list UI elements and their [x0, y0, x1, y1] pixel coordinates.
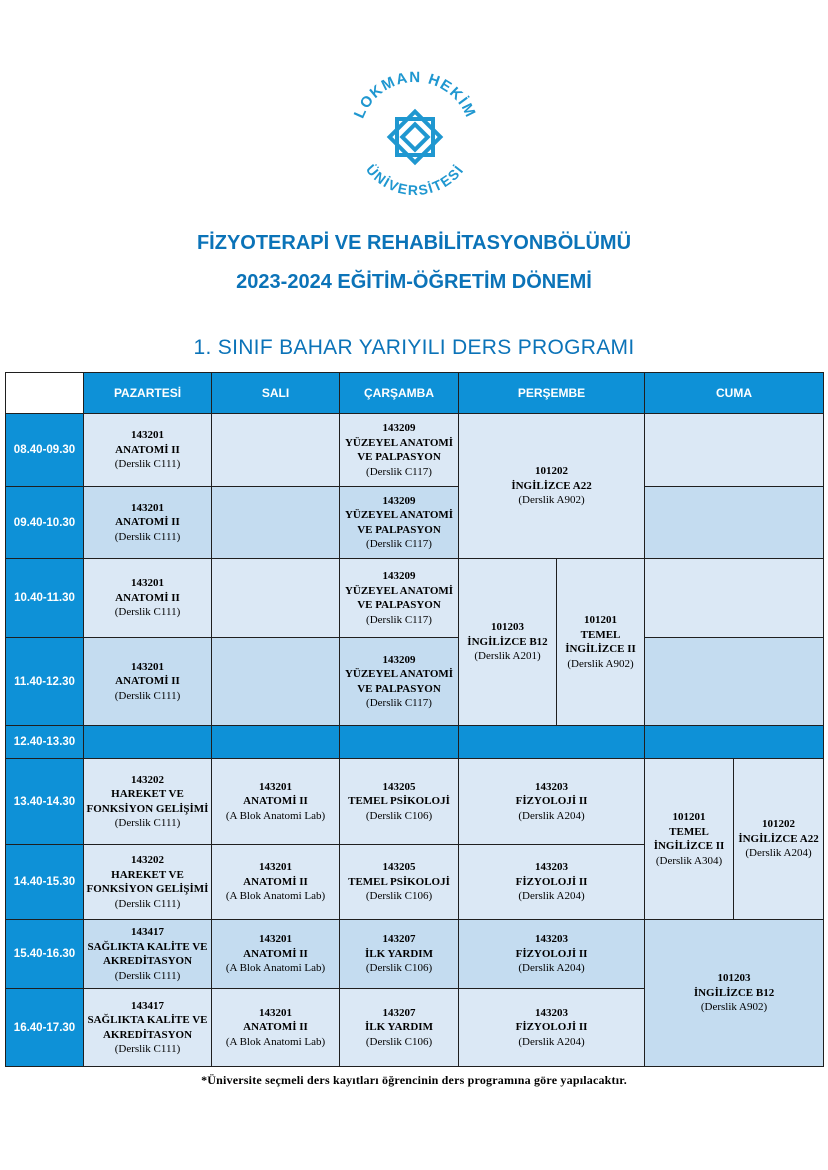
day-header-tuesday: SALI [212, 373, 340, 414]
lunch-cell [84, 726, 212, 759]
course-cell: 101202 İNGİLİZCE A22 (Derslik A902) [459, 414, 645, 559]
course-cell: 101202 İNGİLİZCE A22 (Derslik A204) [734, 759, 824, 920]
empty-cell [645, 414, 824, 487]
course-cell: 143209 YÜZEYEL ANATOMİ VE PALPASYON (Derslik C117) [340, 414, 459, 487]
academic-year-title: 2023-2024 EĞİTİM-ÖĞRETİM DÖNEMİ [236, 271, 592, 293]
footnote: *Üniversite seçmeli ders kayıtları öğrencinin ders programına göre yapılacaktır. [201, 1073, 627, 1087]
university-logo [340, 62, 490, 212]
course-cell: 143201 ANATOMİ II (Derslik C111) [84, 414, 212, 487]
time-slot: 13.40-14.30 [6, 759, 84, 845]
course-cell: 143203 FİZYOLOJİ II (Derslik A204) [459, 989, 645, 1067]
empty-cell [212, 487, 340, 559]
course-cell: 101203 İNGİLİZCE B12 (Derslik A902) [645, 920, 824, 1067]
course-cell: 143203 FİZYOLOJİ II (Derslik A204) [459, 845, 645, 920]
schedule-table [5, 372, 824, 1067]
course-cell: 143201 ANATOMİ II (Derslik C111) [84, 487, 212, 559]
lunch-cell [340, 726, 459, 759]
time-slot: 09.40-10.30 [6, 487, 84, 559]
empty-cell [212, 559, 340, 638]
empty-cell [645, 638, 824, 726]
lunch-cell [212, 726, 340, 759]
course-cell: 143209 YÜZEYEL ANATOMİ VE PALPASYON (Derslik C117) [340, 559, 459, 638]
department-title: FİZYOTERAPİ VE REHABİLİTASYONBÖLÜMÜ [196, 232, 632, 254]
lunch-cell [459, 726, 645, 759]
time-slot: 14.40-15.30 [6, 845, 84, 920]
course-cell: 143201 ANATOMİ II (A Blok Anatomi Lab) [212, 759, 340, 845]
day-header-monday: PAZARTESİ [84, 373, 212, 414]
day-header-friday: CUMA [645, 373, 824, 414]
course-cell: 143205 TEMEL PSİKOLOJİ (Derslik C106) [340, 845, 459, 920]
course-cell: 143201 ANATOMİ II (A Blok Anatomi Lab) [212, 920, 340, 989]
course-cell: 101203 İNGİLİZCE B12 (Derslik A201) [459, 559, 557, 726]
course-cell: 143209 YÜZEYEL ANATOMİ VE PALPASYON (Derslik C117) [340, 487, 459, 559]
day-header-wednesday: ÇARŞAMBA [340, 373, 459, 414]
course-cell: 101201 TEMEL İNGİLİZCE II (Derslik A304) [645, 759, 734, 920]
course-cell: 143201 ANATOMİ II (Derslik C111) [84, 638, 212, 726]
time-slot: 11.40-12.30 [6, 638, 84, 726]
time-slot: 08.40-09.30 [6, 414, 84, 487]
logo-text-top: LOKMAN HEKİM [350, 68, 480, 121]
svg-text:ÜNİVERSİTESİ [363, 161, 467, 198]
empty-cell [212, 638, 340, 726]
empty-cell [645, 487, 824, 559]
course-cell: 101201 TEMEL İNGİLİZCE II (Derslik A902) [557, 559, 645, 726]
course-cell: 143207 İLK YARDIM (Derslik C106) [340, 920, 459, 989]
course-cell: 143201 ANATOMİ II (A Blok Anatomi Lab) [212, 989, 340, 1067]
course-cell: 143207 İLK YARDIM (Derslik C106) [340, 989, 459, 1067]
course-cell: 143205 TEMEL PSİKOLOJİ (Derslik C106) [340, 759, 459, 845]
day-header-thursday: PERŞEMBE [459, 373, 645, 414]
course-cell: 143417 SAĞLIKTA KALİTE VE AKREDİTASYON (Derslik C111) [84, 989, 212, 1067]
empty-cell [212, 414, 340, 487]
course-cell: 143201 ANATOMİ II (Derslik C111) [84, 559, 212, 638]
course-cell: 143202 HAREKET VE FONKSİYON GELİŞİMİ (Derslik C111) [84, 759, 212, 845]
course-cell: 143209 YÜZEYEL ANATOMİ VE PALPASYON (Derslik C117) [340, 638, 459, 726]
empty-cell [645, 559, 824, 638]
lunch-cell [645, 726, 824, 759]
time-slot: 10.40-11.30 [6, 559, 84, 638]
program-title: 1. SINIF BAHAR YARIYILI DERS PROGRAMI [193, 336, 635, 359]
course-cell: 143203 FİZYOLOJİ II (Derslik A204) [459, 920, 645, 989]
course-cell: 143202 HAREKET VE FONKSİYON GELİŞİMİ (Derslik C111) [84, 845, 212, 920]
course-cell: 143201 ANATOMİ II (A Blok Anatomi Lab) [212, 845, 340, 920]
logo-text-bottom: ÜNİVERSİTESİ [363, 161, 467, 199]
corner-cell [6, 373, 84, 414]
course-cell: 143417 SAĞLIKTA KALİTE VE AKREDİTASYON (Derslik C111) [84, 920, 212, 989]
time-slot: 16.40-17.30 [6, 989, 84, 1067]
course-cell: 143203 FİZYOLOJİ II (Derslik A204) [459, 759, 645, 845]
time-slot: 15.40-16.30 [6, 920, 84, 989]
time-slot: 12.40-13.30 [6, 726, 84, 759]
